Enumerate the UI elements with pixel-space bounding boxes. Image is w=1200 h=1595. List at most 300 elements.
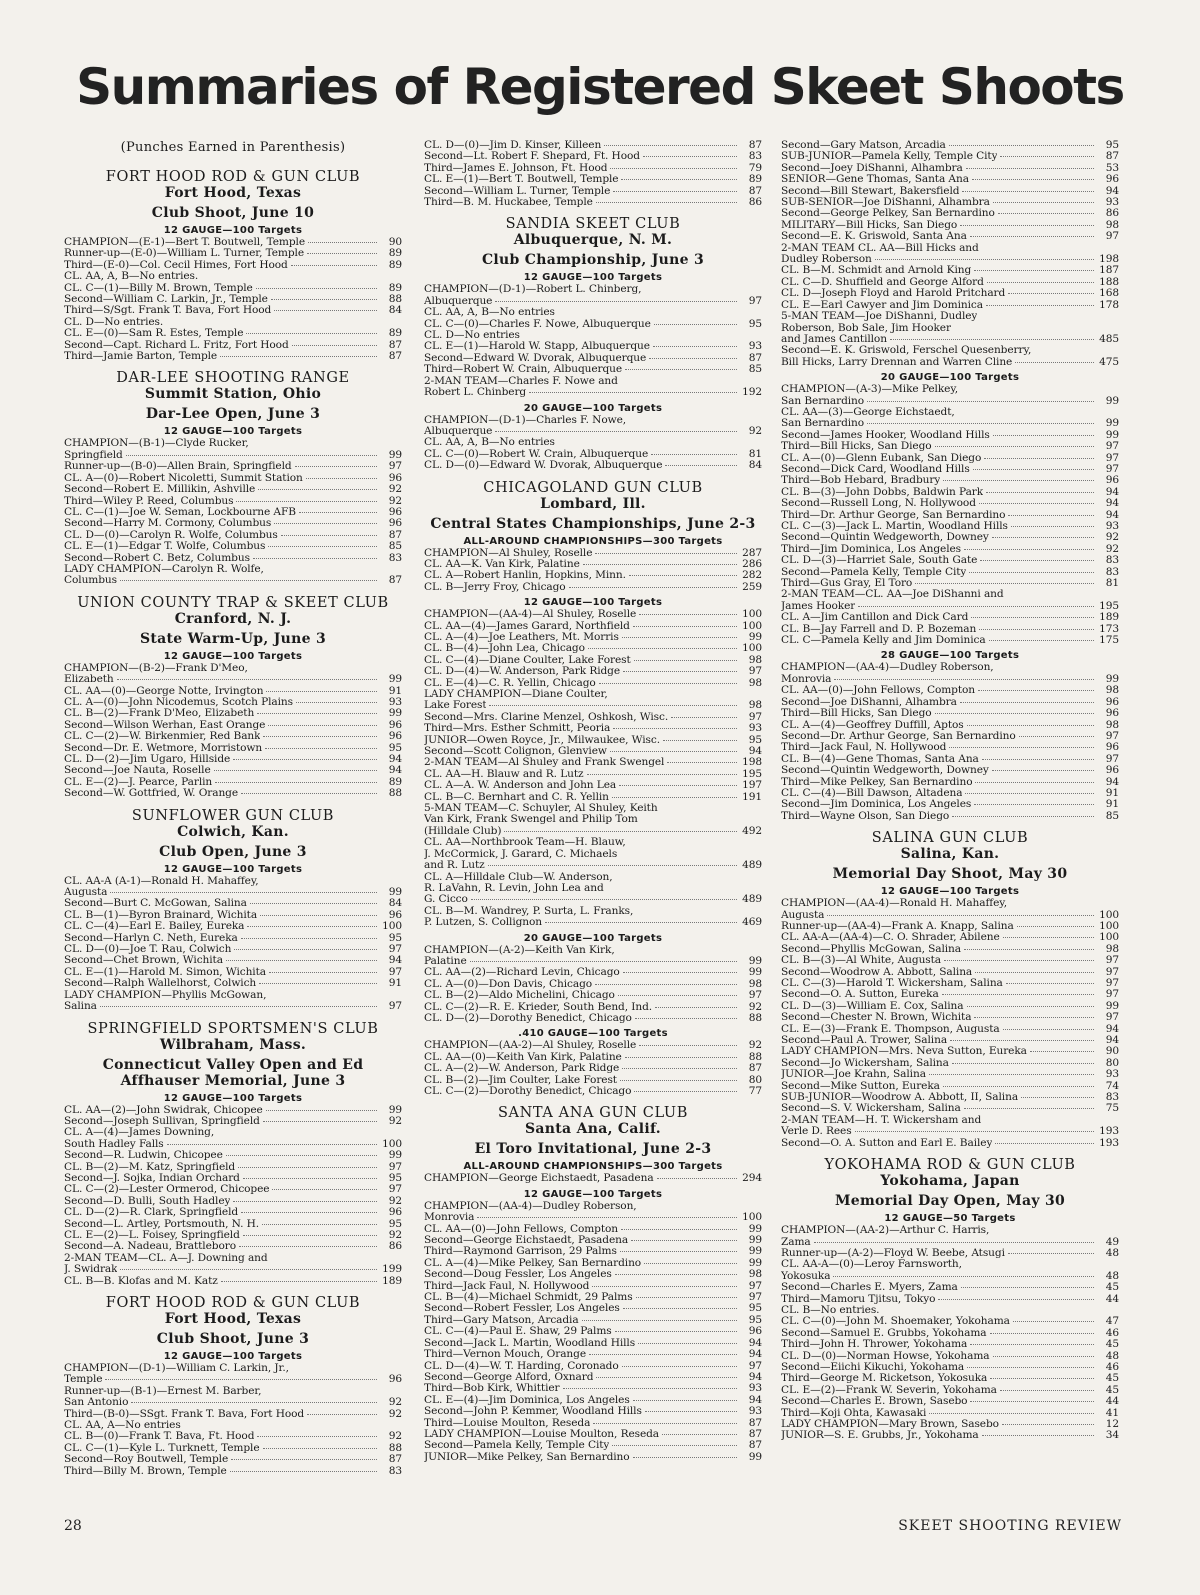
result-row xyxy=(424,803,762,814)
dot-leader xyxy=(935,713,1094,714)
result-score: 97 xyxy=(1105,230,1119,243)
result-score: 99 xyxy=(748,1245,762,1258)
dot-leader xyxy=(989,640,1094,641)
result-score: 197 xyxy=(742,779,762,792)
result-row xyxy=(424,151,762,162)
result-text: G. Cicco xyxy=(424,894,468,906)
result-row xyxy=(781,635,1119,646)
result-score: 294 xyxy=(742,1172,762,1185)
dot-leader xyxy=(622,1366,737,1367)
club-name: DAR-LEE SHOOTING RANGE xyxy=(116,370,350,387)
result-score: 287 xyxy=(742,546,762,559)
result-text: CHAMPION—(AA-4)—Ronald H. Mahaffey, xyxy=(781,898,1008,910)
club-name: FORT HOOD ROD & GUN CLUB xyxy=(105,1295,361,1311)
result-row xyxy=(64,328,402,339)
dot-leader xyxy=(655,1007,737,1008)
result-row xyxy=(424,1281,762,1292)
dot-leader xyxy=(604,145,737,146)
dot-leader xyxy=(612,797,737,798)
result-text: CL. D—(2)—Jim Ugaro, Hillside xyxy=(64,754,231,765)
result-row xyxy=(781,674,1119,685)
result-score: 96 xyxy=(1105,707,1119,720)
dot-leader xyxy=(671,717,737,718)
page-title: Summaries of Registered Skeet Shoots xyxy=(76,58,1124,116)
result-row xyxy=(424,1075,762,1086)
result-score: 100 xyxy=(1099,919,1119,932)
result-row xyxy=(64,1363,402,1374)
result-score: 80 xyxy=(1105,1056,1119,1069)
club-section xyxy=(64,595,402,800)
dot-leader xyxy=(970,1401,1094,1402)
gauge-heading: 12 GAUGE—100 Targets xyxy=(163,225,303,236)
result-row xyxy=(424,341,762,352)
result-score: 97 xyxy=(748,1359,762,1372)
result-text: Third—George M. Ricketson, Yokosuka xyxy=(781,1373,988,1385)
result-row xyxy=(424,678,762,689)
result-row xyxy=(64,1443,402,1454)
result-row xyxy=(781,311,1119,322)
club-header xyxy=(64,370,402,422)
result-row xyxy=(424,582,762,593)
club-header xyxy=(64,1021,402,1089)
gauge-heading: 12 GAUGE—50 Targets xyxy=(884,1213,1016,1225)
result-row xyxy=(64,1127,402,1138)
result-row xyxy=(424,1361,762,1372)
result-row xyxy=(64,283,402,294)
result-row xyxy=(64,754,402,765)
result-row xyxy=(424,353,762,364)
result-text: Second—Scott Colignon, Glenview xyxy=(424,746,607,758)
dot-leader xyxy=(979,629,1094,630)
result-row xyxy=(781,1282,1119,1293)
result-row xyxy=(64,1420,402,1431)
result-text: Third—Robert W. Crain, Albuquerque xyxy=(424,364,623,376)
result-row xyxy=(424,548,762,559)
result-text: SUB-JUNIOR—Pamela Kelly, Temple City xyxy=(781,151,998,163)
result-row xyxy=(424,296,762,307)
result-row xyxy=(781,163,1119,174)
result-text: Second—Paul A. Trower, Salina xyxy=(781,1035,948,1047)
dot-leader xyxy=(239,1246,377,1247)
result-text: Salina xyxy=(64,1001,97,1013)
result-text: CL. AA—K. Van Kirk, Palatine xyxy=(424,558,580,570)
result-text: CL. C—(0)—Robert W. Crain, Albuquerque xyxy=(424,448,649,460)
column-3 xyxy=(781,140,1119,1450)
result-row xyxy=(781,334,1119,345)
dot-leader xyxy=(967,1006,1095,1007)
result-row xyxy=(64,1105,402,1116)
result-row xyxy=(424,284,762,295)
result-row xyxy=(781,521,1119,532)
dot-leader xyxy=(657,1178,737,1179)
dot-leader xyxy=(563,1388,738,1389)
result-score: 99 xyxy=(388,707,402,720)
result-score: 89 xyxy=(388,281,402,294)
result-score: 178 xyxy=(1099,298,1119,311)
dot-leader xyxy=(569,587,737,588)
result-score: 92 xyxy=(388,1228,402,1241)
result-row xyxy=(64,1409,402,1420)
dot-leader xyxy=(241,938,377,939)
result-text: CL. AA—(0)—John Fellows, Compton xyxy=(781,685,976,697)
dot-leader xyxy=(268,725,377,726)
result-score: 97 xyxy=(1105,440,1119,453)
result-row xyxy=(64,1397,402,1408)
result-score: 45 xyxy=(1105,1338,1119,1351)
result-text: 2-MAN TEAM—Al Shuley and Frank Swengel xyxy=(424,757,665,769)
result-score: 100 xyxy=(742,1211,762,1224)
result-text: Third—(E-0)—Col. Cecil Himes, Fort Hood xyxy=(64,259,288,271)
dot-leader xyxy=(621,179,737,180)
result-score: 94 xyxy=(1105,497,1119,510)
result-row xyxy=(781,265,1119,276)
dot-leader xyxy=(271,299,377,300)
dot-leader xyxy=(613,191,737,192)
event-name: Club Shoot, June 3 xyxy=(156,1331,310,1347)
gauge-heading: 20 GAUGE—100 Targets xyxy=(523,932,663,944)
result-score: 44 xyxy=(1105,1292,1119,1305)
result-row xyxy=(424,689,762,700)
result-row xyxy=(424,330,762,341)
dot-leader xyxy=(613,728,737,729)
result-row xyxy=(781,624,1119,635)
result-row xyxy=(64,450,402,461)
result-score: 47 xyxy=(1105,1315,1119,1328)
result-text: Second—O. A. Sutton and Earl E. Bailey xyxy=(781,1137,993,1149)
result-score: 75 xyxy=(1105,1102,1119,1115)
result-score: 97 xyxy=(1105,451,1119,464)
result-text: Third—Mike Pelkey, San Bernardino xyxy=(781,776,973,788)
result-text: Third—Jim Dominica, Los Angeles xyxy=(781,543,961,555)
result-score: 49 xyxy=(1105,1235,1119,1248)
result-score: 95 xyxy=(748,317,762,330)
result-row xyxy=(781,555,1119,566)
result-text: Roberson, Bob Sale, Jim Hooker xyxy=(781,322,951,334)
club-location: Salina, Kan. xyxy=(900,846,1000,863)
result-row xyxy=(781,1248,1119,1259)
result-row xyxy=(781,300,1119,311)
result-score: 97 xyxy=(748,1291,762,1304)
result-text: Second—Jim Dominica, Los Angeles xyxy=(781,799,972,811)
result-row xyxy=(64,575,402,586)
result-text: CL. AA, A—No entries xyxy=(64,1420,181,1432)
dot-leader xyxy=(595,553,737,554)
result-row xyxy=(424,387,762,398)
dot-leader xyxy=(633,626,737,627)
result-score: 92 xyxy=(388,494,402,507)
result-row xyxy=(424,990,762,1001)
result-text: CL. D—(0)—Carolyn R. Wolfe, Columbus xyxy=(64,529,278,541)
dot-leader xyxy=(890,339,1094,340)
result-row xyxy=(781,578,1119,589)
club-section xyxy=(424,216,762,471)
result-score: 93 xyxy=(1105,520,1119,532)
dot-leader xyxy=(929,1413,1094,1414)
club-section xyxy=(781,830,1119,1149)
dot-leader xyxy=(972,179,1094,180)
dot-leader xyxy=(233,759,377,760)
result-row xyxy=(781,910,1119,921)
result-row xyxy=(424,780,762,791)
result-score: 87 xyxy=(748,1427,762,1440)
result-score: 198 xyxy=(742,756,762,769)
result-score: 99 xyxy=(1105,428,1119,441)
result-score: 91 xyxy=(1105,798,1119,811)
dot-leader xyxy=(935,446,1094,447)
result-text: Second—Joe Nauta, Roselle xyxy=(64,765,211,777)
result-text: LADY CHAMPION—Carolyn R. Wolfe, xyxy=(64,563,264,575)
result-row xyxy=(64,1196,402,1207)
result-row xyxy=(781,140,1119,151)
result-row xyxy=(64,777,402,788)
result-score: 282 xyxy=(742,569,762,582)
result-row xyxy=(424,837,762,848)
result-text: CL. C—(4)—Paul E. Shaw, 29 Palms xyxy=(424,1326,612,1338)
result-score: 98 xyxy=(748,1268,762,1281)
result-row xyxy=(781,978,1119,989)
result-score: 96 xyxy=(388,730,402,743)
result-text: CL. B—(4)—Gene Thomas, Santa Ana xyxy=(781,753,979,765)
result-row xyxy=(781,1069,1119,1080)
result-text: Augusta xyxy=(781,909,825,921)
result-text: Runner-up—(B-0)—Allen Brain, Springfield xyxy=(64,461,292,473)
club-name: SUNFLOWER GUN CLUB xyxy=(131,807,335,824)
result-text: Third—(B-0)—SSgt. Frank T. Bava, Fort Hood xyxy=(64,1408,305,1420)
result-row xyxy=(64,921,402,932)
result-row xyxy=(64,1431,402,1442)
result-score: 97 xyxy=(388,965,402,978)
result-text: CL. E—(4)—C. R. Yellin, Chicago xyxy=(424,677,596,689)
dot-leader xyxy=(974,270,1094,271)
result-row xyxy=(781,220,1119,231)
result-row xyxy=(781,567,1119,578)
dot-leader xyxy=(1013,1321,1094,1322)
result-row xyxy=(424,1224,762,1235)
result-row xyxy=(424,1086,762,1097)
result-row xyxy=(64,720,402,731)
result-row xyxy=(781,989,1119,1000)
dot-leader xyxy=(961,1287,1094,1288)
result-score: 193 xyxy=(1099,1125,1119,1138)
dot-leader xyxy=(117,679,377,680)
result-text: James Hooker xyxy=(781,600,856,612)
result-row xyxy=(424,621,762,632)
result-text: CL. AA—H. Blauw and R. Lutz xyxy=(424,768,584,780)
result-text: Third—Bob Kirk, Whittier xyxy=(424,1383,560,1395)
dot-leader xyxy=(992,770,1094,771)
result-score: 95 xyxy=(748,733,762,746)
result-row xyxy=(64,1116,402,1127)
club-section xyxy=(64,1295,402,1477)
result-score: 93 xyxy=(748,722,762,735)
result-text: CL. E—(1)—Edgar T. Wolfe, Columbus xyxy=(64,541,266,553)
dot-leader xyxy=(979,503,1094,504)
result-text: CL. AA, A, B—No entries xyxy=(424,307,555,319)
result-row xyxy=(424,1395,762,1406)
result-text: CL. E—(2)—J. Pearce, Parlin xyxy=(64,776,213,788)
result-score: 192 xyxy=(742,386,762,399)
result-row xyxy=(781,1092,1119,1103)
dot-leader xyxy=(964,1108,1094,1109)
result-score: 95 xyxy=(1105,139,1119,151)
result-score: 84 xyxy=(388,304,402,317)
result-text: Second—D. Bulli, South Hadley xyxy=(64,1195,231,1207)
result-score: 99 xyxy=(748,966,762,979)
result-score: 97 xyxy=(1105,1011,1119,1024)
result-text: CL. A—(0)—Robert Nicoletti, Summit Station xyxy=(64,472,303,484)
result-score: 93 xyxy=(748,1382,762,1395)
dot-leader xyxy=(272,1189,377,1190)
dot-leader xyxy=(259,983,377,984)
dot-leader xyxy=(978,690,1094,691)
dot-leader xyxy=(619,785,737,786)
event-name: Club Shoot, June 10 xyxy=(151,205,315,221)
result-row xyxy=(781,1316,1119,1327)
dot-leader xyxy=(998,213,1094,214)
result-score: 90 xyxy=(1105,1045,1119,1058)
dot-leader xyxy=(247,926,377,927)
result-score: 94 xyxy=(1105,775,1119,788)
result-text: Runner-up—(AA-4)—Frank A. Knapp, Salina xyxy=(781,920,1014,932)
result-text: CL. D—No entries xyxy=(424,330,520,342)
result-score: 100 xyxy=(382,920,402,933)
result-text: Second—L. Artley, Portsmouth, N. H. xyxy=(64,1218,260,1230)
page-number: 28 xyxy=(64,1518,82,1534)
result-text: CL. AA-A—(AA-4)—C. O. Shrader, Abilene xyxy=(781,932,1000,944)
result-text: CL. B—(3)—Al White, Augusta xyxy=(781,955,942,967)
result-score: 81 xyxy=(748,447,762,460)
result-score: 74 xyxy=(1105,1079,1119,1092)
result-score: 92 xyxy=(388,1194,402,1207)
dot-leader xyxy=(634,1091,737,1092)
result-score: 99 xyxy=(748,1222,762,1235)
result-row xyxy=(424,460,762,471)
gauge-heading: ALL-AROUND CHAMPIONSHIPS—300 Targets xyxy=(463,535,723,547)
dot-leader xyxy=(504,831,737,832)
result-row xyxy=(64,876,402,887)
result-text: Second—Chester N. Brown, Wichita xyxy=(781,1012,972,1024)
dot-leader xyxy=(633,1400,737,1401)
dot-leader xyxy=(966,168,1094,169)
result-row xyxy=(424,956,762,967)
result-score: 193 xyxy=(1099,1136,1119,1149)
gauge-heading: 12 GAUGE—100 Targets xyxy=(163,1092,303,1104)
result-score: 99 xyxy=(388,1149,402,1162)
club-location: Colwich, Kan. xyxy=(177,823,289,840)
club-name: UNION COUNTY TRAP & SKEET CLUB xyxy=(77,594,389,611)
result-row xyxy=(424,186,762,197)
result-row xyxy=(781,944,1119,955)
dot-leader xyxy=(260,915,377,916)
result-row xyxy=(781,1115,1119,1126)
result-score: 92 xyxy=(1105,542,1119,555)
dot-leader xyxy=(250,903,377,904)
result-score: 94 xyxy=(1105,485,1119,498)
dot-leader xyxy=(238,1167,377,1168)
result-text: CL. AA, A, B—No entries xyxy=(424,437,555,449)
club-location: Albuquerque, N. M. xyxy=(513,232,673,249)
result-text: JUNIOR—Owen Royce, Jr., Milwaukee, Wisc. xyxy=(424,734,660,746)
club-header xyxy=(64,169,402,221)
dot-leader xyxy=(665,465,737,466)
club-location: Summit Station, Ohio xyxy=(144,386,322,403)
result-text: CHAMPION—(B-1)—Clyde Rucker, xyxy=(64,438,249,450)
result-text: Second—George Eichstaedt, Pasadena xyxy=(424,1235,629,1247)
result-row xyxy=(781,345,1119,356)
result-score: 93 xyxy=(1105,196,1119,209)
result-score: 97 xyxy=(1105,462,1119,475)
dot-leader xyxy=(220,356,377,357)
result-row xyxy=(424,655,762,666)
dot-leader xyxy=(477,1217,737,1218)
result-row xyxy=(424,559,762,570)
dot-leader xyxy=(265,748,377,749)
result-text: Dudley Roberson xyxy=(781,254,872,266)
result-row xyxy=(424,1440,762,1451)
result-score: 198 xyxy=(1099,253,1119,266)
result-text: Second—Dr. Arthur George, San Bernardino xyxy=(781,730,1016,742)
dot-leader xyxy=(295,466,377,467)
result-score: 87 xyxy=(388,338,402,351)
result-score: 87 xyxy=(748,139,762,151)
result-text: 2-MAN TEAM—Charles F. Nowe and xyxy=(424,375,618,387)
dot-leader xyxy=(915,583,1094,584)
result-row xyxy=(64,1207,402,1218)
dot-leader xyxy=(495,301,737,302)
result-row xyxy=(64,955,402,966)
result-score: 89 xyxy=(388,775,402,788)
result-text: Third—Wayne Olson, San Diego xyxy=(781,810,950,822)
result-text: Second—Mrs. Clarine Menzel, Oshkosh, Wisc. xyxy=(424,711,669,723)
result-score: 83 xyxy=(388,551,402,564)
dot-leader xyxy=(654,324,737,325)
result-row xyxy=(781,754,1119,765)
result-row xyxy=(64,1276,402,1287)
result-score: 97 xyxy=(748,989,762,1002)
result-row xyxy=(781,186,1119,197)
result-text: CL. AA—(0)—John Fellows, Compton xyxy=(424,1223,619,1235)
result-text: SENIOR—Gene Thomas, Santa Ana xyxy=(781,174,969,186)
club-name: FORT HOOD ROD & GUN CLUB xyxy=(105,169,361,185)
result-row xyxy=(781,1103,1119,1114)
dot-leader xyxy=(110,892,377,893)
result-row xyxy=(64,910,402,921)
result-score: 80 xyxy=(748,1073,762,1086)
result-text: CL. E—(0)—Sam R. Estes, Temple xyxy=(64,328,244,340)
dot-leader xyxy=(307,253,377,254)
dot-leader xyxy=(623,972,737,973)
result-score: 94 xyxy=(1105,1034,1119,1047)
result-row xyxy=(781,243,1119,254)
result-row xyxy=(781,777,1119,788)
result-score: 95 xyxy=(388,1171,402,1184)
result-score: 97 xyxy=(388,460,402,473)
result-text: CL. C—(1)—Billy M. Brown, Temple xyxy=(64,282,253,294)
result-text: LADY CHAMPION—Mrs. Neva Sutton, Eureka xyxy=(781,1046,1027,1058)
result-score: 87 xyxy=(388,528,402,541)
result-row xyxy=(64,305,402,316)
club-section xyxy=(424,1105,762,1463)
result-row xyxy=(781,612,1119,623)
result-row xyxy=(424,1269,762,1280)
result-score: 93 xyxy=(748,1405,762,1418)
result-row xyxy=(424,917,762,928)
result-score: 94 xyxy=(748,1393,762,1406)
dot-leader xyxy=(233,1201,377,1202)
dot-leader xyxy=(1019,736,1094,737)
result-score: 96 xyxy=(388,471,402,484)
dot-leader xyxy=(855,1131,1094,1132)
